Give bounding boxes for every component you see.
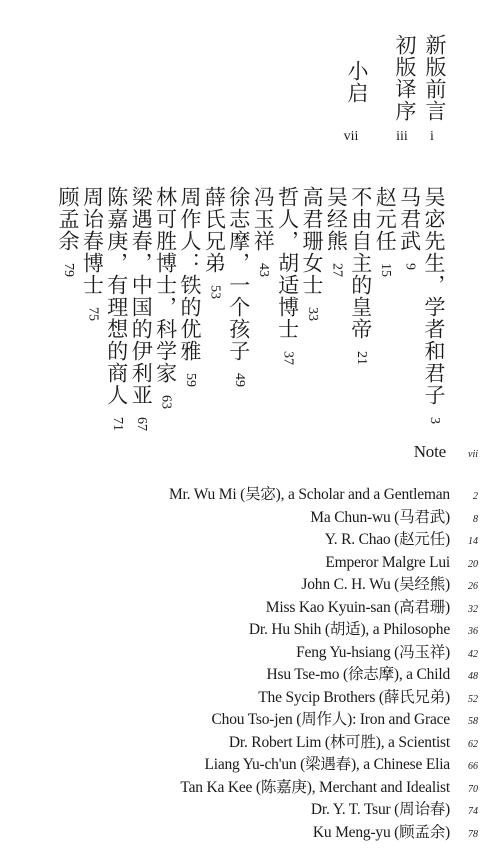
cn-toc-title: 哲人，胡适博士 <box>275 186 300 340</box>
cn-toc-entry[interactable] <box>105 186 129 431</box>
cn-toc-gap <box>380 252 391 263</box>
cn-toc-entry[interactable] <box>227 186 251 387</box>
cn-toc-entry[interactable] <box>422 186 446 424</box>
cn-toc-page: 33 <box>305 307 320 321</box>
en-toc-page: 20 <box>468 558 478 570</box>
en-toc-title: The Sycip Brothers (薛氏兄弟) <box>258 688 450 706</box>
cn-front-page-3: vii <box>343 129 359 144</box>
cn-toc-page: 53 <box>207 285 223 299</box>
cn-toc-gap <box>356 340 367 351</box>
en-toc-page: 26 <box>468 581 478 592</box>
cn-toc-page: 37 <box>280 351 296 365</box>
cn-toc-gap <box>234 362 245 373</box>
cn-front-page-1: i <box>430 129 434 144</box>
en-toc-entry[interactable] <box>310 507 478 529</box>
cn-toc-title: 薛氏兄弟 <box>202 186 227 274</box>
cn-toc-title: 陈嘉庚，有理想的商人 <box>104 186 129 406</box>
en-toc-title: Ma Chun-wu (马君武) <box>310 508 450 526</box>
en-toc-entry[interactable] <box>266 597 478 619</box>
en-toc-page: 2 <box>473 491 478 502</box>
cn-toc-title: 赵元任 <box>373 186 398 252</box>
en-toc-title: Miss Kao Kyuin-san (高君珊) <box>265 598 450 616</box>
en-toc-title: Emperor Malgre Lui <box>325 553 450 571</box>
cn-toc-entry[interactable] <box>178 186 202 387</box>
cn-toc-entry[interactable] <box>276 186 300 365</box>
en-toc-title: Ku Meng-yu (顾孟余) <box>312 823 450 841</box>
en-toc-page: 32 <box>468 603 478 615</box>
cn-toc-title: 不由自主的皇帝 <box>348 186 373 340</box>
en-toc-page: 48 <box>468 671 478 682</box>
en-toc-entry[interactable] <box>325 552 478 574</box>
cn-toc-gap <box>258 252 269 263</box>
cn-toc-title: 高君珊女士 <box>300 186 324 296</box>
en-note-row[interactable] <box>414 441 478 463</box>
cn-toc-page: 15 <box>378 263 394 277</box>
cn-toc-title: 林可胜博士，科学家 <box>153 186 178 384</box>
en-toc-entry[interactable] <box>212 709 478 731</box>
cn-toc-entry[interactable] <box>251 186 275 277</box>
cn-toc-page: 75 <box>85 307 101 321</box>
cn-toc-title: 顾孟余 <box>56 186 80 252</box>
cn-toc-gap <box>307 296 318 307</box>
en-toc-page: 62 <box>468 738 478 750</box>
cn-front-title-text: 初版译序 <box>393 34 417 122</box>
cn-front-title-3[interactable] <box>345 60 369 104</box>
cn-toc-entry[interactable] <box>202 186 226 299</box>
en-toc-page: 66 <box>468 761 478 772</box>
cn-toc-gap <box>331 252 342 263</box>
en-toc-entry[interactable] <box>296 642 478 664</box>
en-toc-title: Chou Tso-jen (周作人): Iron and Grace <box>211 711 450 728</box>
en-toc-page: 70 <box>468 783 478 795</box>
cn-toc-page: 79 <box>61 263 76 277</box>
en-toc-title: Dr. Robert Lim (林可胜), a Scientist <box>228 733 450 751</box>
en-toc-page: 74 <box>468 806 478 817</box>
en-toc-page: 58 <box>468 716 478 727</box>
en-toc-entry[interactable] <box>301 574 478 596</box>
en-toc-entry[interactable] <box>267 664 479 686</box>
cn-toc-entry[interactable] <box>324 186 348 277</box>
cn-toc-page: 71 <box>109 417 125 431</box>
en-toc-title: Hsu Tse-mo (徐志摩), a Child <box>266 666 450 683</box>
en-note-title: Note <box>413 442 446 461</box>
cn-toc-gap <box>429 406 440 417</box>
en-note-page: vii <box>468 449 478 460</box>
cn-toc-page: 59 <box>183 373 198 387</box>
en-toc-title: Tan Ka Kee (陈嘉庚), Merchant and Idealist <box>180 778 450 796</box>
cn-toc-entry[interactable] <box>80 186 104 321</box>
en-toc-page: 8 <box>473 513 478 525</box>
cn-front-title-1[interactable] <box>423 34 447 122</box>
en-toc-entry[interactable] <box>325 529 478 551</box>
cn-toc-gap <box>209 274 220 285</box>
cn-toc-page: 27 <box>329 263 345 277</box>
cn-toc-entry[interactable] <box>56 186 80 277</box>
en-toc-entry[interactable] <box>204 754 478 776</box>
cn-toc-entry[interactable] <box>373 186 397 277</box>
cn-toc-gap <box>283 340 294 351</box>
cn-toc-page: 21 <box>353 351 369 365</box>
en-toc-entry[interactable] <box>311 799 478 821</box>
cn-toc-title: 吴经熊 <box>324 186 349 252</box>
cn-toc-page: 49 <box>231 373 247 387</box>
cn-front-title-text: 小启 <box>345 60 369 104</box>
cn-toc-gap <box>136 406 147 417</box>
en-toc-entry[interactable] <box>249 619 478 641</box>
en-toc-entry[interactable] <box>180 777 478 799</box>
cn-toc-title: 马君武 <box>397 186 422 252</box>
cn-toc-title: 徐志摩，一个孩子 <box>226 186 251 362</box>
cn-toc-title: 吴宓先生，学者和君子 <box>422 186 446 406</box>
cn-toc-gap <box>63 252 74 263</box>
cn-toc-entry[interactable] <box>129 186 153 431</box>
en-toc-entry[interactable] <box>229 732 478 754</box>
en-toc-entry[interactable] <box>313 822 478 844</box>
cn-toc-page: 9 <box>402 263 418 270</box>
cn-toc-gap <box>161 384 172 395</box>
cn-toc-entry[interactable] <box>349 186 373 365</box>
cn-toc-gap <box>185 362 196 373</box>
cn-toc-entry[interactable] <box>398 186 422 270</box>
cn-toc-entry[interactable] <box>154 186 178 409</box>
cn-front-title-text: 新版前言 <box>423 34 447 122</box>
en-toc-entry[interactable] <box>258 687 478 709</box>
cn-toc-title: 周诒春博士 <box>80 186 105 296</box>
cn-toc-title: 冯玉祥 <box>251 186 276 252</box>
en-toc-title: John C. H. Wu (吴经熊) <box>301 576 450 593</box>
cn-toc-page: 43 <box>256 263 272 277</box>
cn-toc-gap <box>405 252 416 263</box>
cn-toc-title: 梁遇春，中国的伊利亚 <box>129 186 154 406</box>
cn-front-page-2: iii <box>396 129 408 144</box>
en-toc-title: Dr. Hu Shih (胡适), a Philosophe <box>248 621 450 638</box>
en-toc-page: 52 <box>468 693 478 705</box>
en-toc-entry[interactable] <box>169 484 478 506</box>
cn-toc-gap <box>87 296 98 307</box>
en-toc-title: Y. R. Chao (赵元任) <box>324 531 450 548</box>
en-toc-title: Feng Yu-hsiang (冯玉祥) <box>296 643 450 661</box>
cn-toc-page: 63 <box>158 395 174 409</box>
en-toc-title: Mr. Wu Mi (吴宓), a Scholar and a Gentleman <box>168 486 450 503</box>
en-toc-page: 14 <box>468 536 478 547</box>
en-toc-page: 42 <box>468 648 478 660</box>
en-toc-page: 78 <box>468 828 478 840</box>
cn-toc-gap <box>112 406 123 417</box>
en-toc-title: Dr. Y. T. Tsur (周诒春) <box>310 801 450 818</box>
en-toc-page: 36 <box>468 626 478 637</box>
cn-toc-entry[interactable] <box>300 186 324 321</box>
en-toc-title: Liang Yu-ch'un (梁遇春), a Chinese Elia <box>204 756 450 773</box>
cn-toc-title: 周作人：铁的优雅 <box>178 186 202 362</box>
cn-toc-page: 67 <box>134 417 150 431</box>
cn-toc-page: 3 <box>427 417 442 424</box>
cn-front-title-2[interactable] <box>393 34 417 122</box>
